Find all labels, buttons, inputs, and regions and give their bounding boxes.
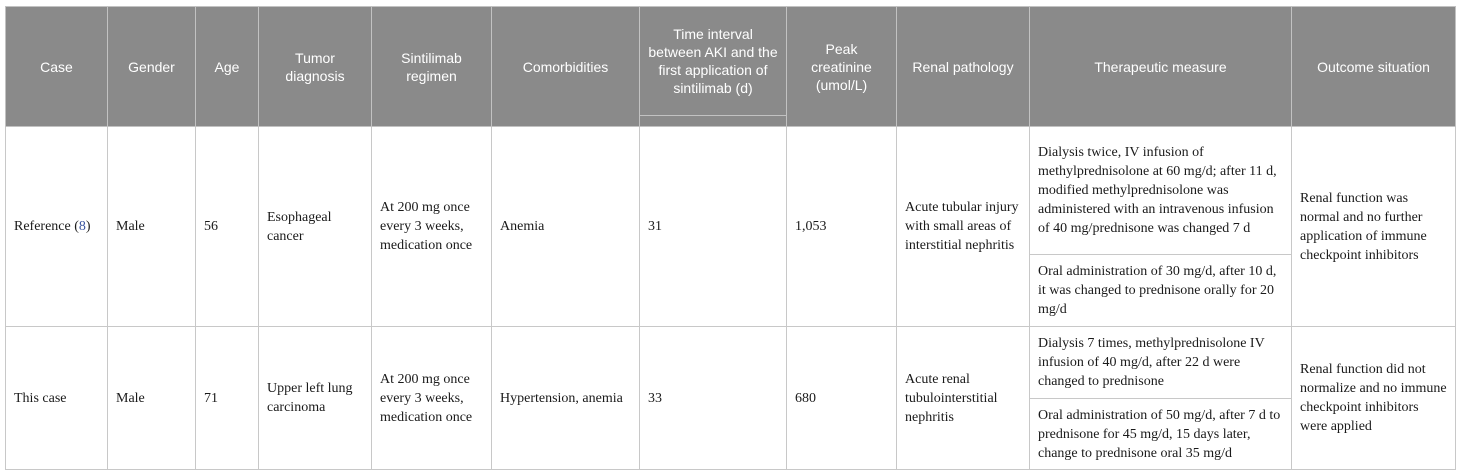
tumor-diagnosis-cell: Upper left lung carcinoma xyxy=(259,327,372,470)
time-interval-cell: 33 xyxy=(640,327,787,470)
therapeutic-measure-cell: Dialysis 7 times, methylprednisolone IV infusion of 40 mg/d, after 22 d were changed to prednisone xyxy=(1030,327,1292,399)
therapeutic-measure-cell: Dialysis twice, IV infusion of methylprednisolone at 60 mg/d; after 11 d, modified methylprednisolone was administered with an intravenous infusion of 40 mg/prednisone was changed 7 d xyxy=(1030,127,1292,255)
case-comparison-table xyxy=(5,6,1456,470)
age-cell: 56 xyxy=(196,127,259,327)
header-peak-creatinine: Peak creatinine (umol/L) xyxy=(787,7,897,127)
case-label: Reference ( xyxy=(14,219,79,234)
outcome-situation-cell: Renal function did not normalize and no immune checkpoint inhibitors were applied xyxy=(1292,327,1456,470)
header-time-interval: Time interval between AKI and the first application of sintilimab (d) xyxy=(640,7,787,116)
case-cell xyxy=(6,127,108,327)
header-sintilimab-regimen: Sintilimab regimen xyxy=(372,7,492,127)
time-interval-cell: 31 xyxy=(640,127,787,327)
header-outcome-situation: Outcome situation xyxy=(1292,7,1456,127)
peak-creatinine-cell: 680 xyxy=(787,327,897,470)
sintilimab-regimen-cell: At 200 mg once every 3 weeks, medication once xyxy=(372,327,492,470)
header-time-interval-sub xyxy=(640,116,787,127)
reference-link[interactable]: 8 xyxy=(78,219,86,234)
header-row xyxy=(6,7,1456,116)
age-cell: 71 xyxy=(196,327,259,470)
header-renal-pathology: Renal pathology xyxy=(897,7,1030,127)
renal-pathology-cell: Acute renal tubulointerstitial nephritis xyxy=(897,327,1030,470)
therapeutic-measure-cell: Oral administration of 30 mg/d, after 10 d, it was changed to prednisone orally for 20 mg/d xyxy=(1030,255,1292,327)
peak-creatinine-cell: 1,053 xyxy=(787,127,897,327)
sintilimab-regimen-cell: At 200 mg once every 3 weeks, medication once xyxy=(372,127,492,327)
case-cell: This case xyxy=(6,327,108,470)
gender-cell: Male xyxy=(108,327,196,470)
case-label-close: ) xyxy=(85,219,91,234)
tumor-diagnosis-cell: Esophageal cancer xyxy=(259,127,372,327)
header-gender: Gender xyxy=(108,7,196,127)
header-age: Age xyxy=(196,7,259,127)
outcome-situation-cell: Renal function was normal and no further application of immune checkpoint inhibitors xyxy=(1292,127,1456,327)
comorbidities-cell: Anemia xyxy=(492,127,640,327)
header-case: Case xyxy=(6,7,108,127)
therapeutic-measure-cell: Oral administration of 50 mg/d, after 7 d to prednisone for 45 mg/d, 15 days later, change to prednisone oral 35 mg/d xyxy=(1030,399,1292,470)
table-row xyxy=(6,127,1456,255)
table-row xyxy=(6,327,1456,399)
header-comorbidities: Comorbidities xyxy=(492,7,640,127)
renal-pathology-cell: Acute tubular injury with small areas of interstitial nephritis xyxy=(897,127,1030,327)
header-therapeutic-measure: Therapeutic measure xyxy=(1030,7,1292,127)
gender-cell: Male xyxy=(108,127,196,327)
comorbidities-cell: Hypertension, anemia xyxy=(492,327,640,470)
header-tumor-diagnosis: Tumor diagnosis xyxy=(259,7,372,127)
